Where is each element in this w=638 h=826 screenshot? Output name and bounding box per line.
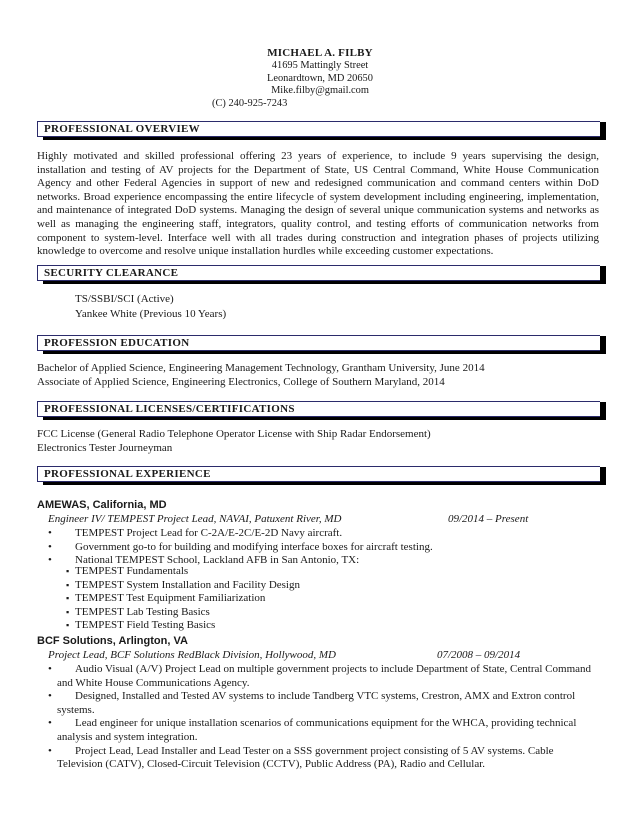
bullet-icon: • <box>48 554 52 567</box>
square-bullet-icon: ▪ <box>66 593 70 604</box>
bullet-icon: • <box>48 744 52 757</box>
job-bullet-list <box>48 663 600 772</box>
section-bar-licenses <box>37 401 600 417</box>
list-item: • Project Lead, Lead Installer and Lead Tester on a SSS government project consisting of 5 AV systems. Cable Television (CATV), Closed-Circuit Television (CCTV), Public Address (PA), Radio and Cellular. <box>48 744 554 771</box>
list-item: • Audio Visual (A/V) Project Lead on multiple government projects to include Department of State, Central Command and White House Communications Agency. <box>48 663 592 689</box>
job-role: Engineer IV/ TEMPEST Project Lead, NAVAI, Patuxent River, MD <box>48 513 342 525</box>
square-bullet-icon: ▪ <box>66 606 70 617</box>
contact-header <box>200 47 440 111</box>
list-item: • National TEMPEST School, Lackland AFB in San Antonio, TX: <box>48 554 360 567</box>
job-company: BCF Solutions, Arlington, VA <box>37 635 188 647</box>
square-bullet-icon: ▪ <box>66 620 70 631</box>
clearance-item: TS/SSBI/SCI (Active) <box>75 293 174 305</box>
bullet-icon: • <box>48 717 52 730</box>
job-bullet-list <box>48 527 595 568</box>
list-item: • Designed, Installed and Tested AV systems to include Tandberg VTC systems, Crestron, AMX and Extron control systems. <box>48 690 576 716</box>
license-item: Electronics Tester Journeyman <box>37 442 173 454</box>
street-address: 41695 Mattingly Street <box>271 59 369 71</box>
section-title-licenses: PROFESSIONAL LICENSES/CERTIFICATIONS <box>44 403 295 415</box>
list-item: • TEMPEST Project Lead for C-2A/E-2C/E-2D Navy aircraft. <box>48 527 343 539</box>
list-item: ▪ TEMPEST System Installation and Facility Design <box>66 578 300 591</box>
job-dates: 09/2014 – Present <box>448 513 529 525</box>
job-company: AMEWAS, California, MD <box>37 499 167 511</box>
license-item: FCC License (General Radio Telephone Operator License with Ship Radar Endorsement) <box>37 428 431 440</box>
section-bar-clearance <box>37 265 600 281</box>
section-bar-overview <box>37 121 600 137</box>
section-bar-education <box>37 335 600 351</box>
section-title-clearance: SECURITY CLEARANCE <box>44 267 179 279</box>
bullet-icon: • <box>48 527 52 539</box>
city-address: Leonardtown, MD 20650 <box>267 72 373 84</box>
section-title-experience: PROFESSIONAL EXPERIENCE <box>44 468 211 480</box>
list-item: • Lead engineer for unique installation scenarios of communications equipment for the WHCA, providing technical analysis and system integration. <box>48 717 577 743</box>
section-bar-experience <box>37 466 600 482</box>
square-bullet-icon: ▪ <box>66 566 70 576</box>
list-item: • Government go-to for building and modifying interface boxes for aircraft testing. <box>48 540 433 553</box>
list-item: ▪ TEMPEST Lab Testing Basics <box>66 605 210 618</box>
overview-paragraph: Highly motivated and skilled professional offering 23 years of experience, to include 9 years supervising the design, installation and testing of AV projects for the Department of State, US Central Command, White House Communication Agency and other Federal Agencies in support of new and redesigned communication and command centers within DoD networks. Broad experience encompassing the entire lifecycle of system development including engineering, implementation, and maintenance of integrated DoD systems. Managing the design of several unique communication systems and networks as well as managing the engineering staff, integrators, quality control, and testing efforts of communication networks from component to system-level. Interface well with all trades during construction and integration phases of projects utilizing knowledge to overcome and resolve unique installation hurdles while exceeding customer expectations. <box>37 150 599 258</box>
bullet-icon: • <box>48 690 52 703</box>
education-item: Bachelor of Applied Science, Engineering Management Technology, Grantham University, June 2014 <box>37 362 485 374</box>
phone-number: (C) 240-925-7243 <box>212 98 288 110</box>
email-address: Mike.filby@gmail.com <box>271 85 369 97</box>
list-item: ▪ TEMPEST Field Testing Basics <box>66 619 216 632</box>
candidate-name: MICHAEL A. FILBY <box>267 47 373 59</box>
section-title-education: PROFESSION EDUCATION <box>44 337 190 349</box>
job-role: Project Lead, BCF Solutions RedBlack Division, Hollywood, MD <box>48 649 336 661</box>
list-item: ▪ TEMPEST Fundamentals <box>66 565 189 577</box>
job-dates: 07/2008 – 09/2014 <box>437 649 521 661</box>
list-item: ▪ TEMPEST Test Equipment Familiarization <box>66 592 266 605</box>
education-item: Associate of Applied Science, Engineering Electronics, College of Southern Maryland, 2014 <box>37 376 445 388</box>
section-title-overview: PROFESSIONAL OVERVIEW <box>44 123 200 135</box>
bullet-icon: • <box>48 663 52 675</box>
job-sub-bullet-list <box>66 565 575 633</box>
square-bullet-icon: ▪ <box>66 579 70 590</box>
bullet-icon: • <box>48 540 52 553</box>
clearance-item: Yankee White (Previous 10 Years) <box>75 308 227 320</box>
